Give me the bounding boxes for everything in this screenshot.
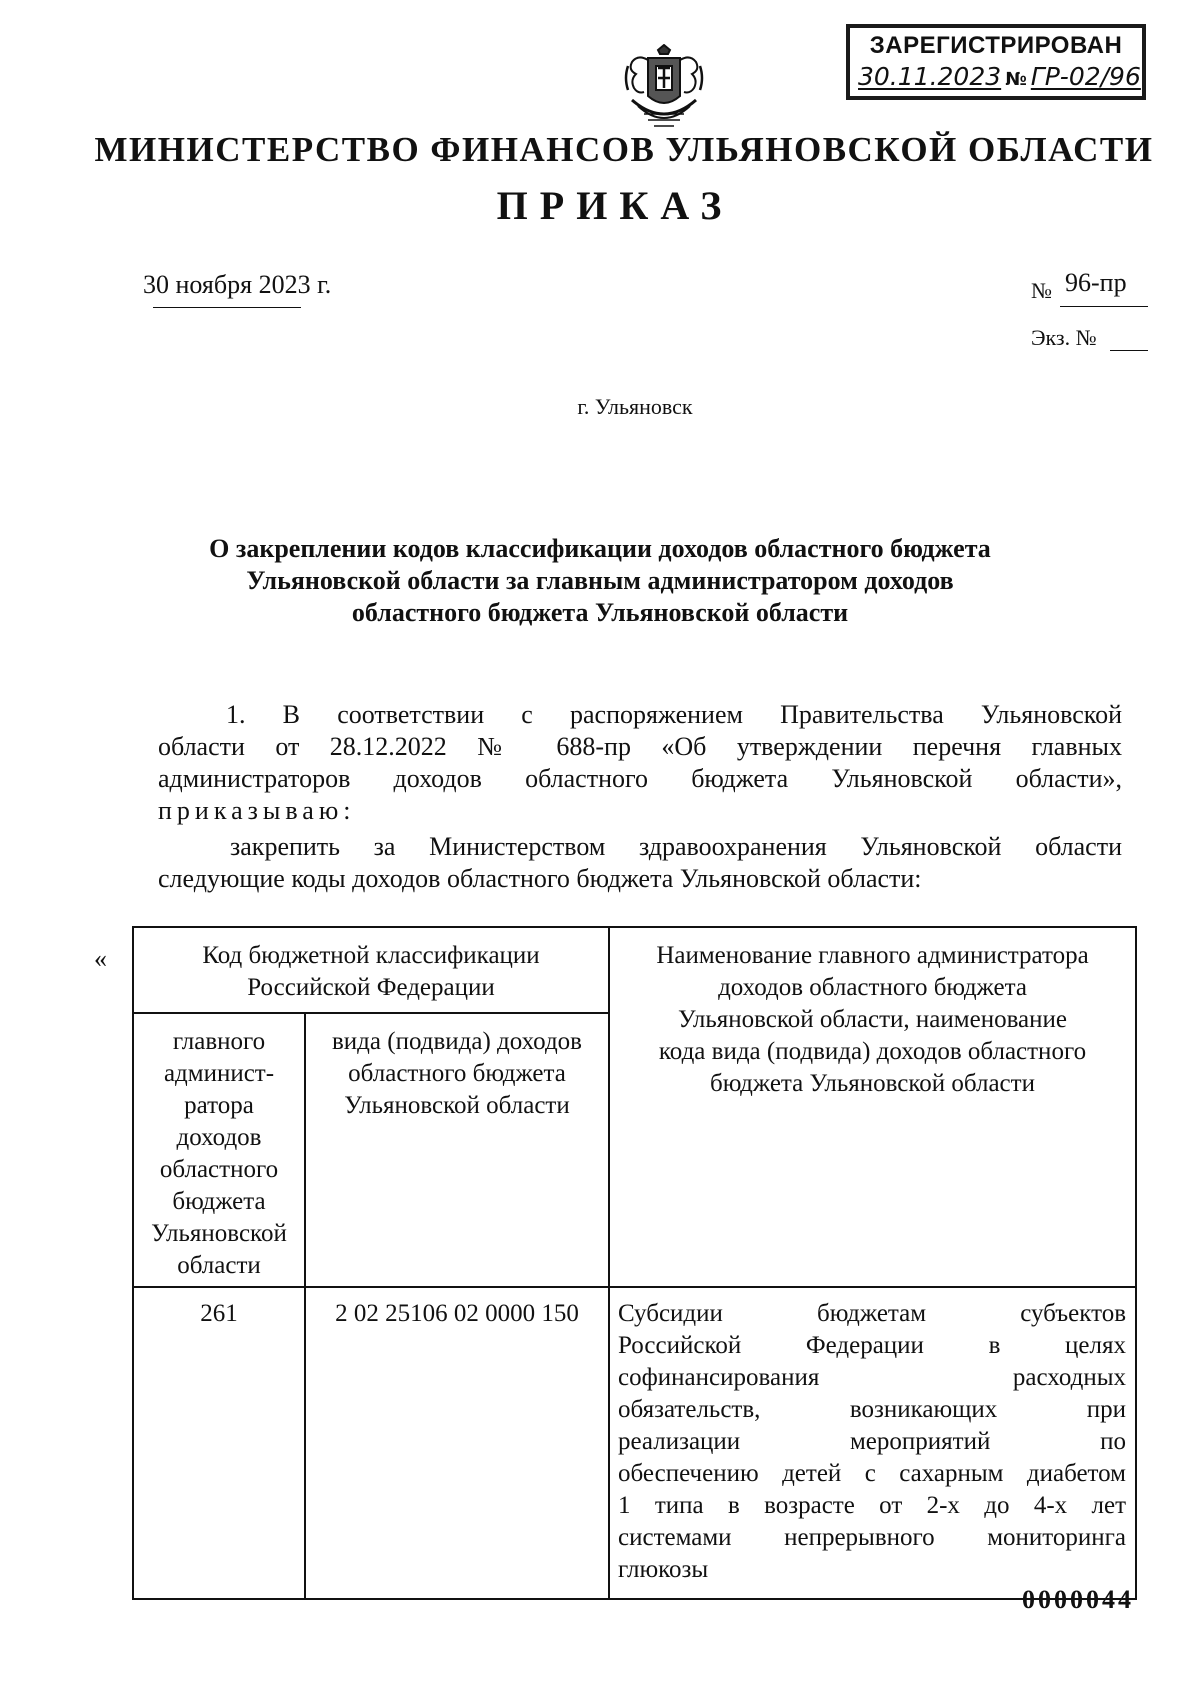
page-code: 0000044 <box>1022 1585 1134 1614</box>
header-budget-code <box>134 940 608 1004</box>
revenue-codes-table <box>132 926 1137 1600</box>
header-line: админист- <box>163 1060 275 1087</box>
cell-name-line: софинансирования расходных <box>618 1364 1126 1391</box>
header-line: областного <box>159 1156 279 1183</box>
order-title <box>150 533 1050 629</box>
copy-number-blank <box>1110 350 1148 351</box>
stamp-title: ЗАРЕГИСТРИРОВАН <box>869 32 1123 59</box>
header-line: кода вида (подвида) доходов областного <box>658 1038 1087 1065</box>
title-line: О закреплении кодов классификации доходов областного бюджета <box>209 534 991 563</box>
header-line: бюджета <box>172 1188 266 1215</box>
header-line: главного <box>172 1028 266 1055</box>
cell-name <box>618 1298 1126 1586</box>
cell-name-line: Российской Федерации в целях <box>618 1332 1126 1359</box>
cell-admin-code: 261 <box>200 1300 238 1327</box>
header-line: Ульяновской области, наименование <box>677 1006 1068 1033</box>
table-header-divider <box>132 1012 610 1014</box>
header-line: области <box>177 1252 261 1279</box>
stamp-reg-number: ГР-02/96 <box>1030 62 1141 91</box>
header-line: Ульяновской <box>151 1220 287 1247</box>
cell-name-line: глюкозы <box>618 1556 709 1583</box>
header-line: Код бюджетной классификации <box>202 942 540 969</box>
date-underline <box>153 307 301 308</box>
header-name <box>610 940 1135 1100</box>
body-line: администраторов доходов областного бюджета Ульяновской области», <box>158 764 1122 793</box>
header-line: Наименование главного администратора <box>656 942 1089 969</box>
header-line: Ульяновской области <box>344 1092 570 1119</box>
cell-name-line: 1 типа в возрасте от 2-х до 4-х лет <box>618 1492 1126 1519</box>
copy-number-label: Экз. № <box>1031 325 1097 350</box>
table-border <box>132 1598 1137 1600</box>
cell-name-line: обязательств, возникающих при <box>618 1396 1126 1423</box>
number-sign: № <box>1031 278 1052 303</box>
city: г. Ульяновск <box>577 394 693 419</box>
body-line: закрепить за Министерством здравоохранения Ульяновской области <box>230 832 1122 861</box>
table-border <box>1135 926 1137 1600</box>
number-underline <box>1060 306 1148 307</box>
cell-name-line: реализации мероприятий по <box>618 1428 1126 1455</box>
header-line: бюджета Ульяновской области <box>710 1070 1035 1097</box>
open-quote: « <box>94 944 107 973</box>
header-line: доходов областного бюджета <box>718 974 1027 1001</box>
title-line: Ульяновской области за главным администратором доходов <box>246 566 954 595</box>
ministry-name: МИНИСТЕРСТВО ФИНАНСОВ УЛЬЯНОВСКОЙ ОБЛАСТИ <box>94 130 1154 169</box>
table-row-divider <box>132 1286 1137 1288</box>
body-line: 1. В соответствии с распоряжением Правительства Ульяновской <box>226 700 1122 729</box>
cell-name-line: системами непрерывного мониторинга <box>618 1524 1126 1551</box>
header-line: областного бюджета <box>348 1060 566 1087</box>
body-line: следующие коды доходов областного бюджета Ульяновской области: <box>158 864 922 893</box>
title-line: областного бюджета Ульяновской области <box>351 598 849 627</box>
cell-name-line: обеспечению детей с сахарным диабетом <box>618 1460 1126 1487</box>
body-line: области от 28.12.2022 № 688-пр «Об утверждении перечня главных <box>158 732 1122 761</box>
order-number: 96-пр <box>1065 268 1127 297</box>
header-line: Российской Федерации <box>247 974 495 1001</box>
order-word: приказываю: <box>158 796 356 825</box>
stamp-registration-line <box>858 62 1141 91</box>
header-line: ратора <box>184 1092 254 1119</box>
cell-name-line: Субсидии бюджетам субъектов <box>618 1300 1126 1327</box>
stamp-date: 30.11.2023 <box>858 62 1002 91</box>
stamp-number-sign: № <box>1005 69 1027 90</box>
coat-of-arms-icon <box>618 44 710 134</box>
header-kind <box>306 1026 608 1122</box>
table-border <box>132 926 1137 928</box>
header-admin <box>134 1026 304 1282</box>
document-type: ПРИКАЗ <box>496 183 734 228</box>
cell-kind-code: 2 02 25106 02 0000 150 <box>335 1300 579 1327</box>
header-line: доходов <box>176 1124 262 1151</box>
registration-stamp <box>846 24 1146 100</box>
order-date: 30 ноября 2023 г. <box>143 270 332 299</box>
header-line: вида (подвида) доходов <box>332 1028 582 1055</box>
